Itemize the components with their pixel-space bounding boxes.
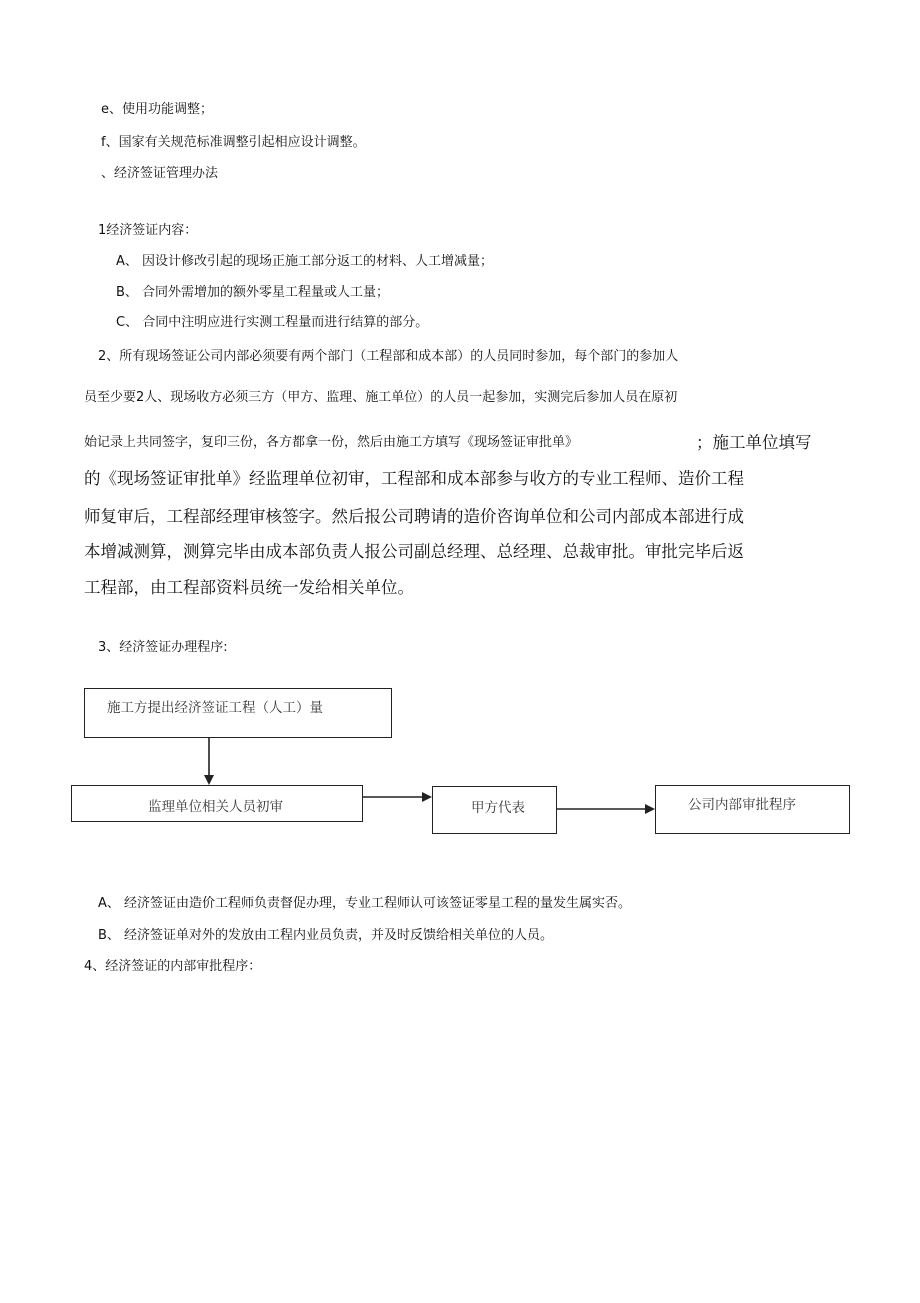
item-2-line-5: 师复审后，工程部经理审核签字。然后报公司聘请的造价咨询单位和公司内部成本部进行成 — [84, 507, 744, 526]
note-a: A、 经济签证由造价工程师负责督促办理，专业工程师认可该签证零星工程的量发生属实否。 — [98, 896, 632, 911]
flow-box-internal-approval — [655, 785, 850, 834]
item-2-line-1: 2、所有现场签证公司内部必须要有两个部门（工程部和成本部）的人员同时参加，每个部门的参加人 — [98, 349, 679, 364]
flow-box-owner-rep — [432, 786, 557, 834]
flow-box-owner-rep-label: 甲方代表 — [471, 800, 525, 816]
arrow-right-2 — [557, 804, 655, 814]
item-2-line-3a: 始记录上共同签字，复印三份，各方都拿一份，然后由施工方填写《现场签证审批单》 — [84, 435, 579, 450]
item-1-b: B、 合同外需增加的额外零星工程量或人工量； — [116, 285, 390, 300]
flow-box-supervisor-review-label: 监理单位相关人员初审 — [148, 799, 283, 815]
item-2-line-6: 本增减测算，测算完毕由成本部负责人报公司副总经理、总经理、总裁审批。审批完毕后返 — [84, 542, 744, 561]
text-line-f: f、国家有关规范标准调整引起相应设计调整。 — [101, 135, 366, 150]
item-1-a: A、 因设计修改引起的现场正施工部分返工的材料、人工增减量； — [116, 254, 494, 269]
item-2-line-3b: ；施工单位填写 — [696, 433, 812, 452]
item-2-line-7: 工程部，由工程部资料员统一发给相关单位。 — [84, 578, 414, 597]
item-2-line-4: 的《现场签证审批单》经监理单位初审，工程部和成本部参与收方的专业工程师、造价工程 — [84, 469, 744, 488]
item-1-heading: 1经济签证内容： — [98, 223, 198, 238]
item-3-heading: 3、经济签证办理程序: — [98, 640, 228, 655]
flow-box-contractor-submit-label: 施工方提出经济签证工程（人工）量 — [107, 700, 323, 716]
flow-box-supervisor-review — [71, 785, 363, 822]
item-1-c: C、 合同中注明应进行实测工程量而进行结算的部分。 — [116, 315, 429, 330]
flow-box-internal-approval-label: 公司内部审批程序 — [688, 797, 796, 813]
note-b: B、 经济签证单对外的发放由工程内业员负责，并及时反馈给相关单位的人员。 — [98, 928, 554, 943]
item-2-line-2: 员至少要2人、现场收方必须三方（甲方、监理、施工单位）的人员一起参加，实测完后参加人员在原初 — [84, 390, 678, 405]
arrow-right-1 — [363, 792, 432, 802]
section-heading: 、经济签证管理办法 — [101, 166, 219, 181]
text-line-e: e、使用功能调整； — [101, 102, 213, 117]
item-4-heading: 4、经济签证的内部审批程序： — [84, 959, 262, 974]
arrow-down — [204, 738, 214, 785]
flow-box-contractor-submit — [84, 688, 392, 738]
